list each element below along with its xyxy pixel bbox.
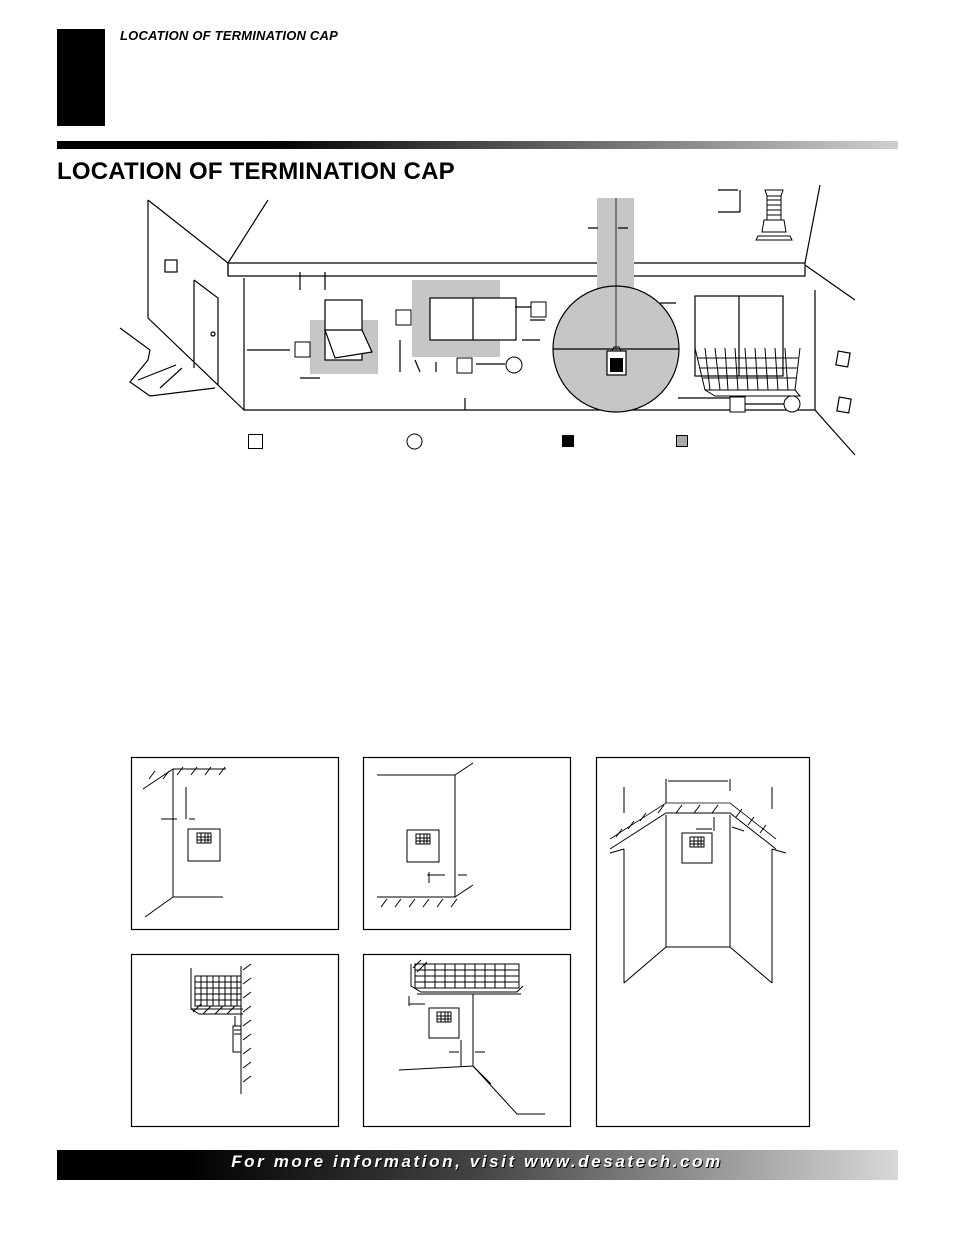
footer-website-text: For more information, visit www.desatech.com [231, 1152, 723, 1171]
header-section-label: LOCATION OF TERMINATION CAP [120, 28, 338, 43]
legend-gray-square-icon [676, 435, 690, 449]
panel-under-deck [363, 954, 573, 1129]
legend-hollow-square-icon [248, 434, 264, 450]
panel-inside-corner [131, 757, 341, 932]
panel-under-soffit [131, 954, 341, 1129]
legend-hollow-circle-icon [406, 433, 424, 451]
legend-black-square-icon [562, 435, 576, 449]
panel-recessed-location [596, 757, 811, 1129]
panel-outside-corner [363, 757, 573, 932]
page-title: LOCATION OF TERMINATION CAP [57, 158, 455, 185]
